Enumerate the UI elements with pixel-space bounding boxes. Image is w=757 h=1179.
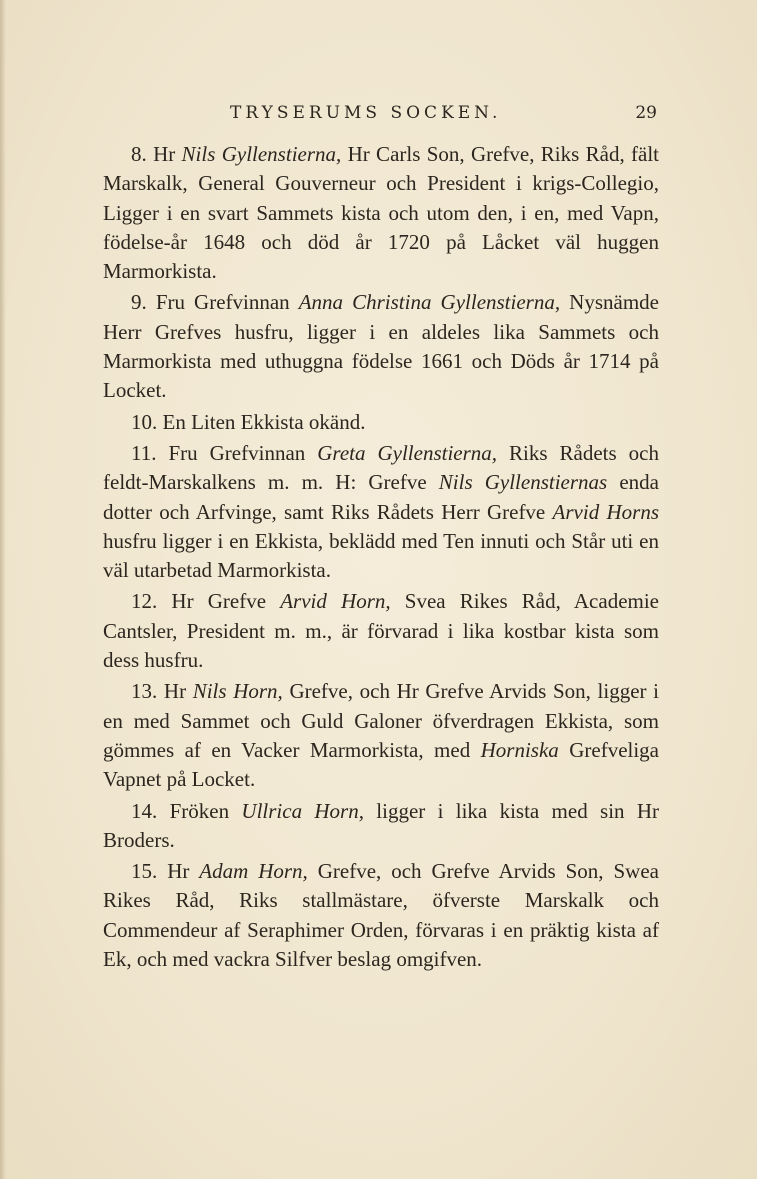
entry-13 — [103, 677, 659, 794]
person-name: Nils Horn, — [192, 679, 283, 704]
running-title: TRYSERUMS SOCKEN. — [230, 103, 502, 123]
entry-text: ligger i lika kista med sin Hr Broders. — [103, 798, 660, 852]
entry-number: 9. — [131, 290, 147, 315]
entry-number: 10. — [131, 409, 158, 434]
entry-text: Grefve, och Hr Grefve Arvids Son, ligger i en med Sammet och Guld Galoner öfverdragen Ekkista, som gömmes af en Vacker Marmorkista, med — [103, 679, 660, 762]
entry-text: Svea Rikes Råd, Academie Cantsler, President m. m., är förvarad i lika kostbar kista som dess husfru. — [103, 589, 660, 673]
entry-text: Hr — [167, 859, 200, 884]
entry-text: Hr — [163, 679, 193, 704]
entry-text: Hr — [153, 142, 182, 166]
entry-14 — [103, 797, 659, 856]
entry-number: 13. — [131, 679, 158, 704]
entry-number: 15. — [131, 859, 158, 884]
entry-text: enda dotter och Arfvinge, samt Riks Rådets Herr Grefve — [103, 470, 659, 524]
entry-number: 14. — [131, 798, 158, 823]
entry-text: Grefveliga Vapnet på Locket. — [103, 737, 659, 792]
entry-text: Grefve, och Grefve Arvids Son, Swea Rikes Råd, Riks stallmästare, öfverste Marskalk och Commendeur af Seraphimer Orden, förvaras i en präktig kista af Ek, och med vackra Silfver beslag omgifven. — [103, 859, 659, 972]
entry-text: Hr Grefve — [171, 589, 281, 614]
person-name: Anna Christina Gyllenstierna, — [298, 290, 561, 315]
entry-number: 11. — [131, 440, 157, 465]
entry-number: 8. — [131, 142, 147, 166]
entry-text: Fru Grefvinnan — [168, 440, 318, 465]
entry-text: husfru ligger i en Ekkista, beklädd med Ten innuti och Står uti en väl utarbetad Marmorkista. — [103, 528, 659, 583]
person-name: Arvid Horn, — [280, 589, 391, 614]
person-name: Nils Gyllenstiernas — [438, 470, 608, 495]
entry-text: Riks Rådets och feldt-Marskalkens m. m. H: Grefve — [103, 440, 659, 495]
page-spine-shadow — [0, 0, 6, 1179]
entry-text: Fru Grefvinnan — [155, 290, 299, 315]
entry-15 — [103, 857, 659, 974]
entry-text: Hr Carls Son, Grefve, Riks Råd, fält Marskalk, General Gouverneur och President i krigs-Collegio, Ligger i en svart Sammets kista och utom den, i en, med Vapn, födelse-år 1648 och död år 1720 på Låcket väl huggen Marmorkista. — [103, 142, 659, 284]
entry-number: 12. — [131, 589, 158, 614]
entry-text: En Liten Ekkista okänd. — [162, 409, 366, 434]
person-name: Nils Gyllenstierna, — [181, 142, 342, 166]
person-name: Arvid Horns — [552, 499, 659, 524]
entry-10 — [103, 408, 659, 437]
entry-text: Nysnämde Herr Grefves husfru, ligger i en aldeles lika Sammets och Marmorkista med uthuggna födelse 1661 och Döds år 1714 på Locket. — [103, 290, 659, 403]
person-name: Horniska — [480, 737, 559, 762]
person-name: Ullrica Horn, — [241, 798, 364, 823]
entry-8 — [103, 140, 659, 286]
entry-text: Fröken — [169, 798, 242, 823]
person-name: Adam Horn, — [199, 859, 308, 884]
entry-9 — [103, 288, 659, 405]
page-header — [0, 103, 757, 129]
body-text — [103, 140, 659, 974]
page-number: 29 — [635, 103, 657, 123]
person-name: Greta Gyllenstierna, — [317, 440, 498, 465]
entry-12 — [103, 587, 659, 675]
entry-11 — [103, 439, 659, 585]
